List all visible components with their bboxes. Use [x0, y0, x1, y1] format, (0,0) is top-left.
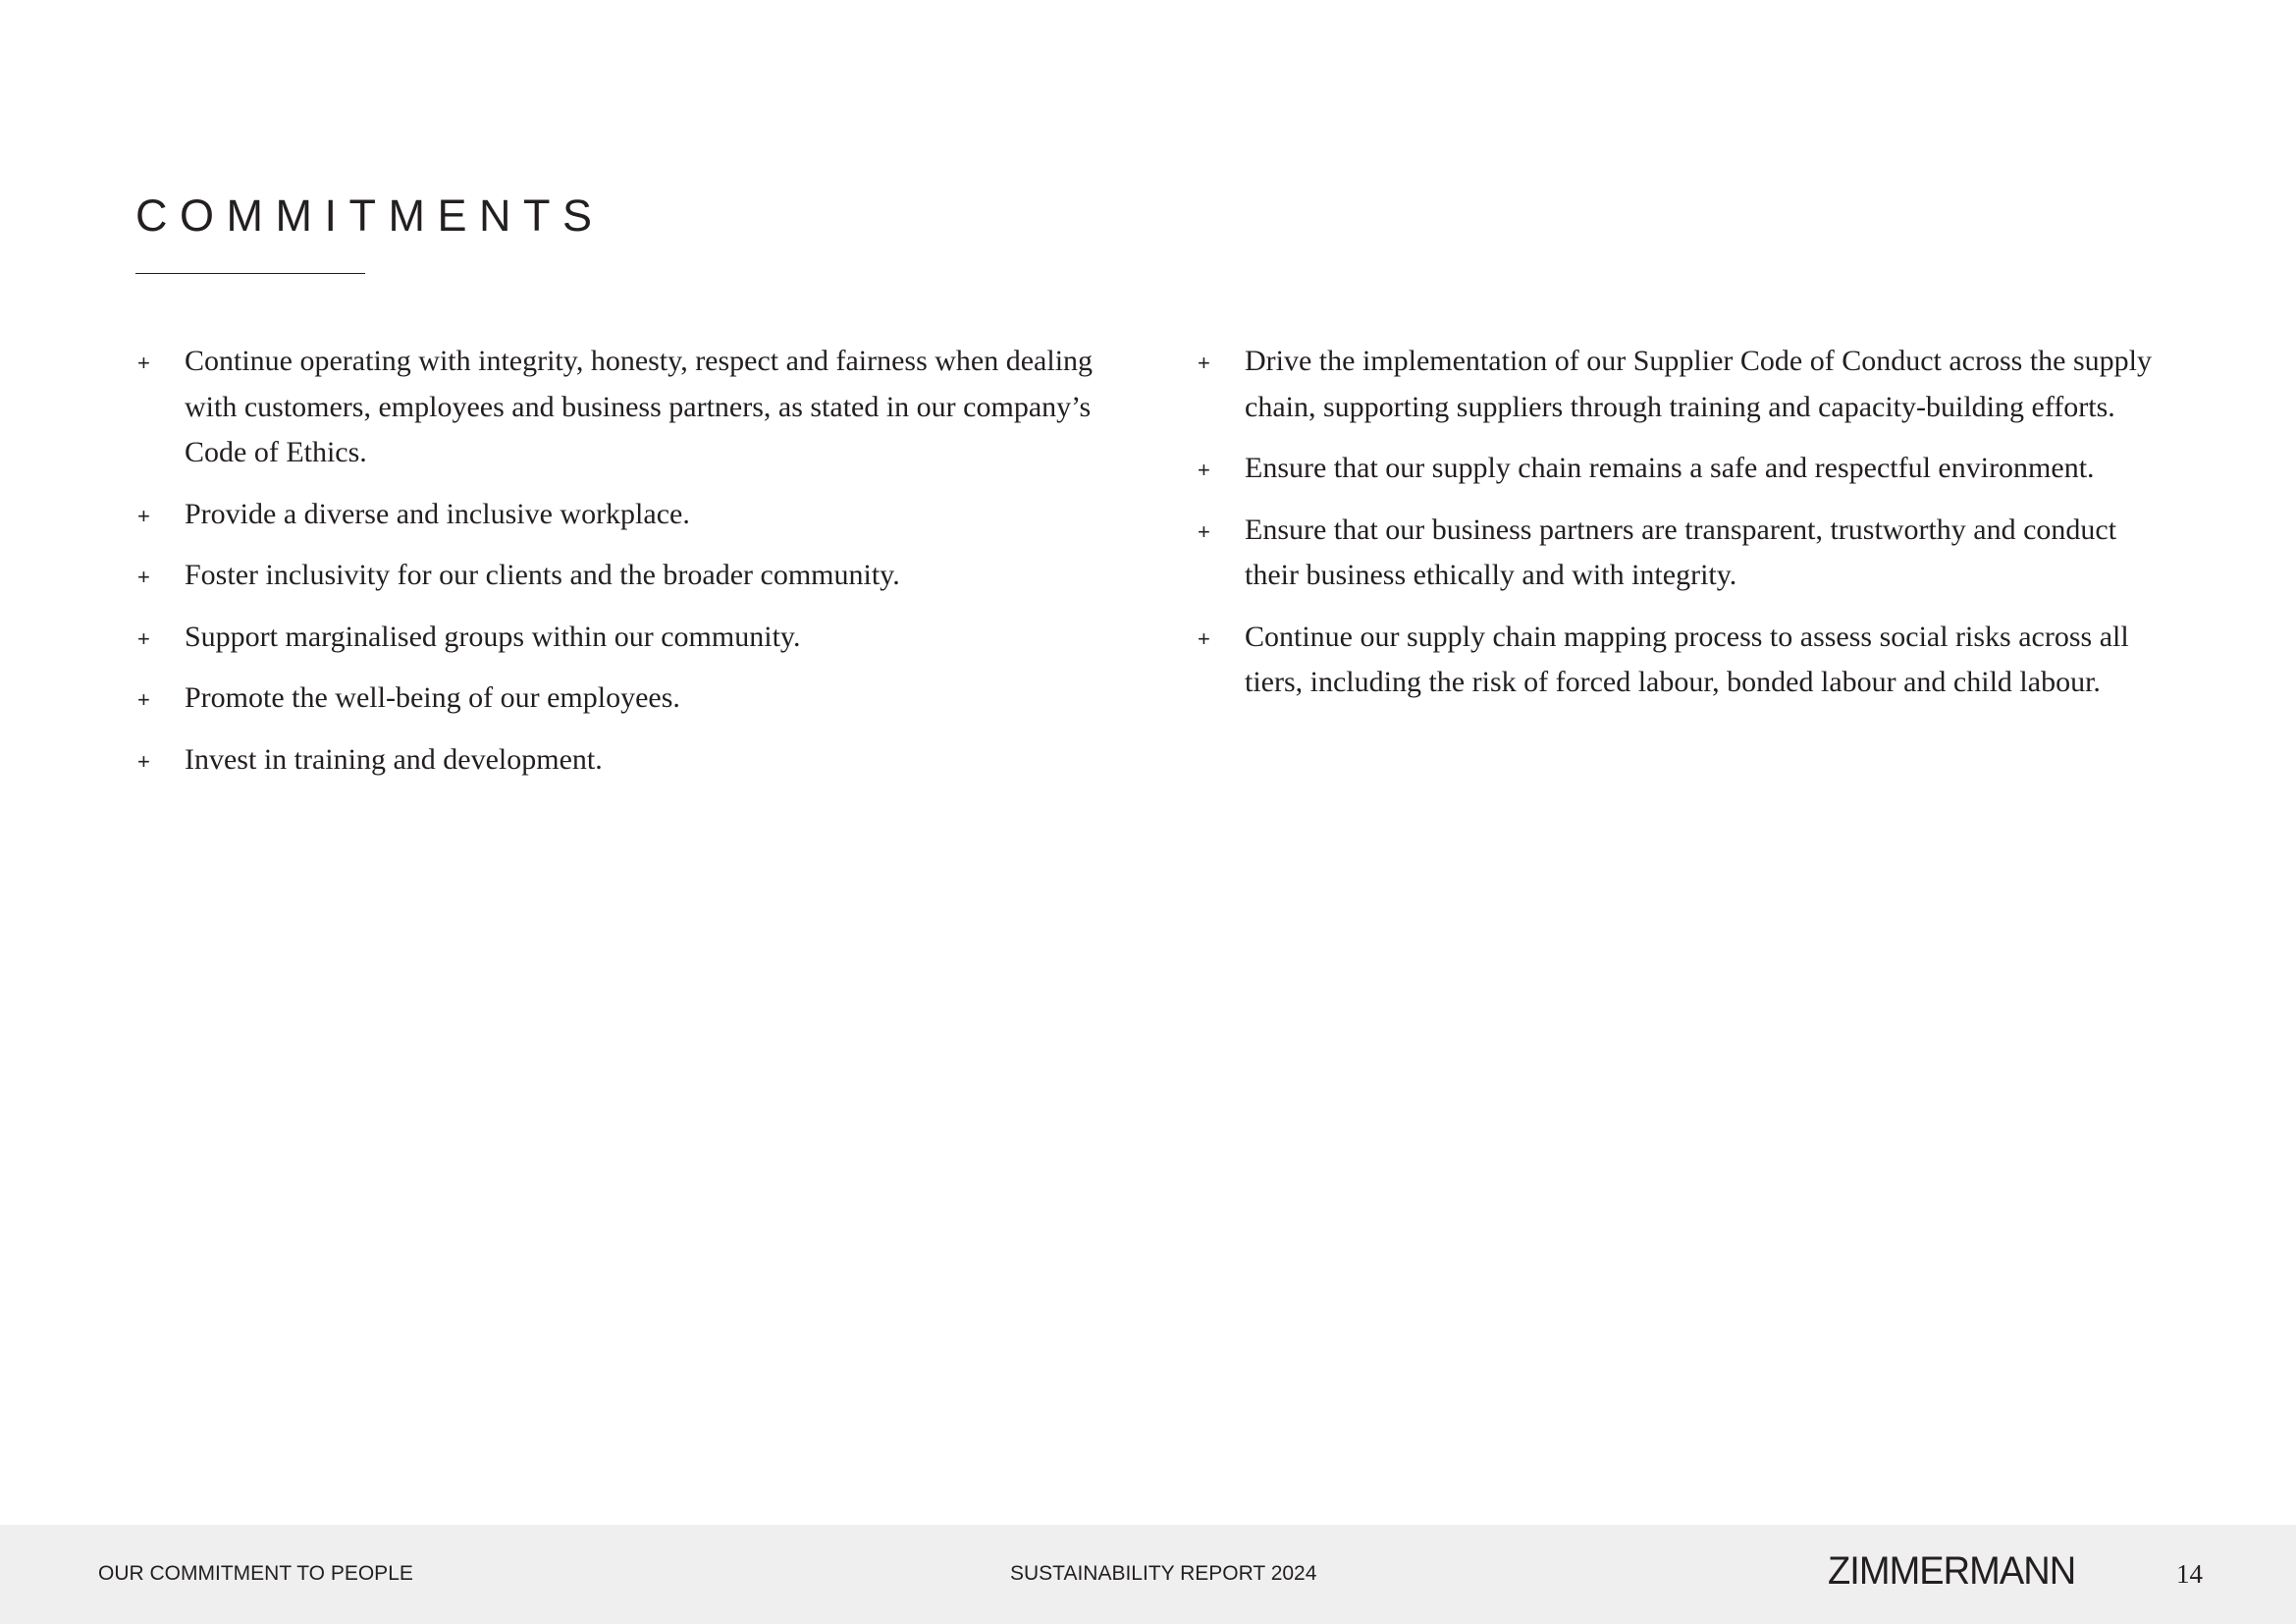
commitment-item: [1196, 446, 2177, 492]
commitment-text: Foster inclusivity for our clients and the broader community.: [185, 559, 900, 591]
commitments-list-left: [135, 339, 1117, 798]
page-number: 14: [2176, 1559, 2203, 1589]
commitment-item: [135, 339, 1117, 476]
brand-logo: ZIMMERMANN: [1828, 1549, 2076, 1593]
plus-bullet-icon: +: [137, 351, 150, 375]
plus-bullet-icon: +: [1198, 625, 1210, 651]
commitment-text: Ensure that our supply chain remains a safe and respectful environment.: [1245, 452, 2095, 484]
plus-bullet-icon: +: [137, 748, 150, 774]
title-underline: [135, 273, 365, 274]
footer-section-label: OUR COMMITMENT TO PEOPLE: [98, 1562, 413, 1585]
plus-bullet-icon: +: [1198, 351, 1210, 375]
commitment-text: Promote the well-being of our employees.: [185, 681, 680, 714]
commitment-item: [1196, 615, 2177, 706]
commitment-item: [1196, 508, 2177, 599]
commitment-text: Continue our supply chain mapping process to assess social risks across all tiers, including the risk of forced labour, bonded labour and child labour.: [1245, 620, 2129, 698]
page-title: COMMITMENTS: [135, 190, 605, 241]
plus-bullet-icon: +: [137, 687, 150, 712]
commitment-text: Continue operating with integrity, honesty, respect and fairness when dealing with customers, employees and business partners, as stated in our company’s Code of Ethics.: [185, 345, 1094, 468]
footer-report-title: SUSTAINABILITY REPORT 2024: [1010, 1562, 1317, 1585]
plus-bullet-icon: +: [137, 625, 150, 651]
commitment-item: [135, 676, 1117, 722]
commitment-text: Provide a diverse and inclusive workplace.: [185, 497, 690, 530]
commitment-text: Support marginalised groups within our community.: [185, 620, 801, 653]
plus-bullet-icon: +: [137, 565, 150, 589]
commitment-item: [135, 553, 1117, 599]
page-footer: [0, 1525, 2296, 1624]
commitments-list-right: [1196, 339, 2177, 722]
plus-bullet-icon: +: [137, 503, 150, 528]
commitment-item: [1196, 339, 2177, 430]
commitment-text: Drive the implementation of our Supplier Code of Conduct across the supply chain, supporting suppliers through training and capacity-building efforts.: [1245, 345, 2152, 423]
plus-bullet-icon: +: [1198, 518, 1210, 544]
plus-bullet-icon: +: [1198, 458, 1210, 482]
commitment-text: Ensure that our business partners are transparent, trustworthy and conduct their business ethically and with integrity.: [1245, 513, 2117, 591]
commitment-text: Invest in training and development.: [185, 742, 603, 776]
commitment-item: [135, 492, 1117, 538]
commitment-item: [135, 737, 1117, 784]
commitment-item: [135, 615, 1117, 661]
